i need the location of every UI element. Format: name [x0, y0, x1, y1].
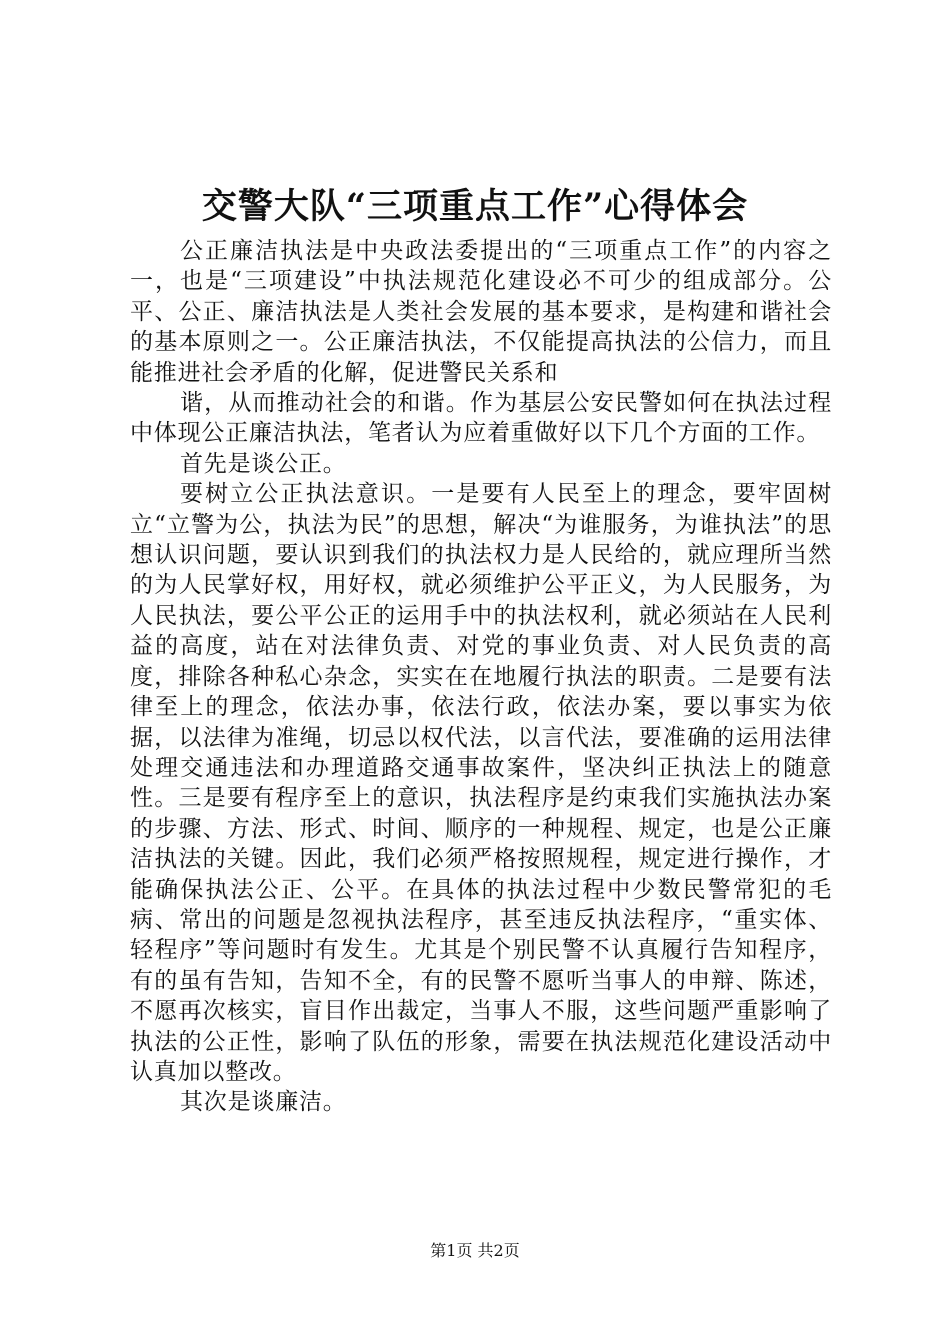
paragraph: 要树立公正执法意识。一是要有人民至上的理念，要牢固树立“立警为公，执法为民”的思想，解决“为谁服务，为谁执法”的思想认识问题，要认识到我们的执法权力是人民给的，就应理所当然的为人民掌好权，用好权，就必须维护公平正义，为人民服务，为人民执法，要公平公正的运用手中的执法权利，就必须站在人民利益的高度，站在对法律负责、对党的事业负责、对人民负责的高度，排除各种私心杂念，实实在在地履行执法的职责。二是要有法律至上的理念，依法办事，依法行政，依法办案，要以事实为依据，以法律为准绳，切忌以权代法，以言代法，要准确的运用法律处理交通违法和办理道路交通事故案件，坚决纠正执法上的随意性。三是要有程序至上的意识，执法程序是约束我们实施执法办案的步骤、方法、形式、时间、顺序的一种规程、规定，也是公正廉洁执法的关键。因此，我们必须严格按照规程，规定进行操作，才能确保执法公正、公平。在具体的执法过程中少数民警常犯的毛病、常出的问题是忽视执法程序，甚至违反执法程序，“重实体、轻程序”等问题时有发生。尤其是个别民警不认真履行告知程序，有的虽有告知，告知不全，有的民警不愿听当事人的申辩、陈述，不愿再次核实，盲目作出裁定，当事人不服，这些问题严重影响了执法的公正性，影响了队伍的形象，需要在执法规范化建设活动中认真加以整改。: [130, 481, 832, 1085]
paragraph: 公正廉洁执法是中央政法委提出的“三项重点工作”的内容之一，也是“三项建设”中执法规范化建设必不可少的组成部分。公平、公正、廉洁执法是人类社会发展的基本要求，是构建和谐社会的基本原则之一。公正廉洁执法，不仅能提高执法的公信力，而且能推进社会矛盾的化解，促进警民关系和: [130, 238, 832, 386]
paragraph: 其次是谈廉洁。: [180, 1089, 347, 1116]
page-number-footer: 第1页 共2页: [430, 1241, 520, 1260]
document-title: 交警大队“三项重点工作”心得体会: [201, 186, 749, 227]
document-body: [130, 236, 832, 1118]
paragraph: 谐，从而推动社会的和谐。作为基层公安民警如何在执法过程中体现公正廉洁执法，笔者认为应着重做好以下几个方面的工作。: [130, 390, 832, 447]
paragraph: 首先是谈公正。: [180, 450, 347, 477]
